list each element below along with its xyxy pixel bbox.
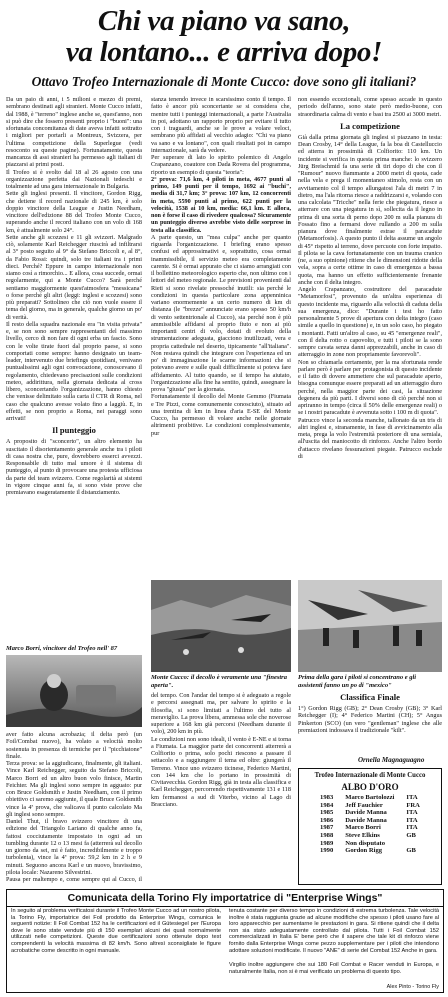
paragraph: A parte questo, un "mea culpa" anche per quanto riguarda l'organizzazione. I briefing erano spesso confusi ed approssimativi e, soprattutto, cosa ormai inammissibile, il servizio meteo era completamente carente. Si è ormai appurato che ci siamo arrangiati con il bollettino meteorologico esperto che, non ultimo con i lettori del meteo regionale. Le previsioni provenienti dal Rieti si sono rivelate pressoché inutili: sia perché le condizioni in questa particolare zona appenninica variano enormemente a un certo numero di km di distanza (le "brezze" annunciate erano spesso 50 km/h di vento settentrionale al Cucco), sia perché non è più ammissibile affidarsi al proprio fiuto e non ai più importanti centri di volo, dotati di evoluto della strumentazione adeguata, giacciono inutilizzati, vera e propria cattedrale nel deserto, tipicamente "all'italiana". Non restava quindi che integrare con l'esperienza ed un po' di immaginazione le scarne informazioni che si potevano avere e sulle quali difficilmente si poteva fare affidamento. Al tutto quando, se il tempo ha aiutato, l'organizzazione alla fine ha sentito, quindi, assegnare la prova "giusta" per la giornata. (151, 233, 291, 393)
paragraph: Pausa per maltempo e, come sempre qui al Cucco, il (6, 876, 142, 883)
paragraph: del tempo. Con l'andar del tempo si è adeguato a regole e percorsi assegnati ma, per salvare lo spirito e la filosofia, si sono limitati a l'ultimo del tutto al meraviglio. La prova libera, ammessa sole che noverose superiore a 168 km già percorsi (Needham durante il volo), 200 km in più. (151, 692, 291, 736)
albo-nat: ITA (406, 824, 418, 832)
photo-caption-gara: Prima della gara i piloti si concentrano e gli assistenti fanno un po di "mexico" (298, 674, 417, 689)
albo-year: 1989 (320, 839, 334, 847)
albo-doro-box (298, 768, 442, 885)
albo-row (314, 817, 426, 825)
paragraph: Angelo Crapanzano, costruttore del paracadute "Metamorfosi", provenuto da un'altra esperienza di questo incidente ma, riguardo alla velocità di caduta della sua emergenza, dice: "Durante i test ho fatto personalmente 5 prove di apertura con delta integro (caso simile a quello in questione) e, in un solo caso, ho piegato i montanti. Fatti un'altro al caso, su 45 "emergenze reali", con il delta rotto o capovolto, e tutti i piloti se la sono sempre cavata senza danni apprezzabili, anche in caso di atterraggio in zone non propriamente favorevoli". (298, 286, 442, 359)
albo-name: Marco Borri (345, 824, 381, 832)
paragraph: Sette anche gli scozzesi e 11 gli svizzeri. Malgrado ciò, solamente Karl Reichegger riuscirà ad infiltrarsi al 3° posto seguito al 9° da Stefano Briccoli e, al 8°, da Fabio Rossi: quindi, solo tre italiani tra i primi dieci. Perché? Eppure in campo internazionale non siamo così a rimorchio... E allora, cosa succede, ormai regolarmente, qui a Monte Cucco? Sarà perché sentiamo maggiormente quest'atmosfera "messicana" o forse perché gli altri (leggi: inglesi e scozzesi) sono più preparati? Sottolineo che ciò non vuole essere il tema del giorno, ma in generale, qualche giorno un po' di verità. (6, 233, 142, 321)
albo-name: Jeff Fauchier (345, 801, 383, 809)
paragraph: 2° prova: 71,6 km, 4 piloti in meta, 4677 punti al primo, 149 punti per il tempo, 1692 ai "buchi", media di 31,7 km; 3° prova: 107 km, 12 concorrenti in meta, 5590 punti al primo, 622 punti per la velocità, 1538 ai 10 km, media: 66,1 km. E allora, non è forse il caso di rivedere qualcosa? Sicuramente un punteggio diverso avrebbe visto delle sorprese in testa alla classifica. (151, 175, 291, 234)
classifica-finale (298, 692, 442, 744)
author-signature: Ornella Magnaguagno (358, 756, 425, 764)
albo-name: Davide Manna (345, 809, 387, 817)
torino-fly-communique (6, 889, 444, 993)
albo-nat: FRA (406, 801, 420, 809)
classifica-heading: Classifica Finale (340, 692, 400, 702)
paragraph: stanza tenendo invece in scarsissimo conto il tempo. Il fatto è ancor più sconcertante se si considera che, mentre tutti i punteggi internazionali, a parte l'Australia in poi, adottano un rapporto proprio per evitare il tutto con i traguardi, anche se le prove a volare veloci, sembrano più affidati al vecchio adagio: "Chi va piano va sano e va lontano", con quali risultati poi in campo internazionale, sarà da vedere. (151, 96, 291, 154)
paragraph: Le condizioni non sono ideali, il vento è E-NE e si torna a Fiumata. La maggior parte dei concorrenti atterrerà a Colfiorito o prima, solo pochi riescono a passare il settacolo e a raggiungere il tema ed oltre: giungerà il Terreno. Vince uno svizzero ticinese, Federico Martini, con 144 km che lo portano in prossimità di Civitavecchia. Gordon Rigg, già in testa alla classifica e Karl Reichegger, percorrendo rispettivamente 131 e 118 km fermanosi a sud di Viterbo, vicino al Lago di Bracciano. (151, 735, 291, 808)
albo-name: Non disputato (345, 839, 385, 847)
albo-year: 1987 (320, 824, 334, 832)
albo-name: Davide Manna (345, 816, 387, 824)
title-line-2: va lontano... e arriva dopo! (65, 36, 383, 68)
paragraph: Sette gli inglesi presenti. Il vincitore, Gordon Rigg, che detiene il record nazionale di 245 km, è solo doppio vincitore della League e Justin Needham, vincitore dell'edizione 88 del Trofeo Monte Cucco, superando anche il record italiano con un volo di 168 km, è attualmente solo 24°. (6, 190, 142, 234)
albo-nat: GB (406, 831, 416, 839)
albo-name: Marco Bartolozzi (345, 794, 395, 801)
albo-name: Steve Elkins (345, 831, 380, 839)
albo-row (314, 832, 426, 840)
paragraph: Patrucco vince la seconda manche, tallonato da un tris di altri inglesi e, stranamente, in fase di avvicinamento alla meta, prega la volo l'estremità posteriore di una semiala, all'uscita del maniocotto di rinforzo. Anche l'altro bordo d'attacco rivelano fessurazioni piegate. Patrucco esclude di (298, 416, 442, 460)
paragraph: non essendo eccezionali, come spesso accade in questo periodo dell'anno, sono state però medio-buone, con straordinaria calma di vento e basi tra 2500 ai 3000 metri. (298, 96, 442, 118)
albo-table (314, 794, 426, 855)
albo-nat (400, 840, 426, 848)
paragraph: Già dalla prima giornata gli inglesi si piazzano in testa: Dean Crosby, 14° della League, fa la boa di Castelluccio ed atterra in prossimità di Colfiorito: 110 km. Un incidente si verifica in questa prima manche: lo svizzero Jürg Breischmid fa una serie di tiri dopo di che con il "Rumour" nuovo fiammante a 2000 metri di quota, cade nella vela e prega il momentaneo stimolo, resta con un avvitamento col il tempo allungatosi l'ala di metri 7 in dietro, ma l'ala ritorna riesce a raddrizzarsi e, volando con una calcolata "Tricche" nella ferie che piegatura, riesce a atterrare con una piegatura in sì, sollecita da il legno in prima di una sorta di perno dopo 200 m sulla pianura di Fossato fino a fermarsi dove rullando a 200 m sulla pianura dove finalmente estrae il paracadute (Metamorfosis). A questo punto il delta assume un angolo di 45° rispetto al terreno, dove percuote con forte impatto. Il pilota se la cava fortunatamente con un trauma cranico (ne, a suo opinione) ritiene che le dimensioni ridotte della vela, sopra a certe ottime in caso di emergenza a bassa quota, ma hanno un effetto sufficientemente frenante anche con il delta integro. (298, 133, 442, 286)
paragraph: Daniel Thut, il bravo svizzero vincitore di una edizione del Triangolo Lariano di qualche anno fa, fattosi cocciutamente impostato in ogni ad un tumbling durante 12 o 13 mesi fa (atterrerà sul decollo un giorno da sei, mi è fatto, incredibilmente e troppo turbolenta), vince la 4ª prova: 59,2 km in 2 h e 9 minuti. Seguono ancora Karl e un nuovo, bravissimo, pilota locale: Nazareno Silvestrini. (6, 818, 142, 876)
article-subtitle: Ottavo Trofeo Internazionale di Monte Cucco: dove sono gli italiani? (31, 74, 417, 89)
column-1-top (6, 96, 142, 639)
paragraph: A proposito di "sconcerto", un altro elemento ha suscitato il disorientamento generale anche tra i piloti di casa nostra che, pure, dovrebbero esserci avvezzi. Responsabile di tutto mal umore è il sistema di punteggio, al punto di provocare una protesta ufficiosa da parte del team svizzero. Come regolarità ai sistemi in vigore cinque anni fa, si sono viste prove che premiavano esageratamente il distanziamento. (6, 438, 142, 496)
photo-piloti-assistenti (298, 580, 442, 672)
albo-row (314, 802, 426, 810)
photo-marco-borri (6, 655, 142, 727)
albo-title: ALBO D'ORO (341, 782, 399, 792)
albo-nat: GB (406, 847, 416, 855)
communique-left: In seguito al problema verificatosi durante il Trofeo Monte Cucco ad un nostro pilota, la Torino Fly, importatrice dei Foil prodotto da Enterprise Wings, comunica le seguenti notizie: Il Foil Combat 152 ha le certificazioni ed il Gütesiegel per l'Europa dove le sono state vendute più di 150 esemplari alcuni dei quali normalmente utilizzati nelle competizioni. Queste due certificazioni sono ottenute dopo test comprendenti la velocità massima di 82 km/h. Sono altresì sconsigliate le figure acrobatiche come descritto in ogni manuale. (11, 908, 221, 954)
article-title (0, 6, 448, 68)
albo-year: 1985 (320, 809, 334, 817)
albo-year: 1990 (320, 847, 334, 855)
communique-right: Virgilio inoltre aggiungere che sui 180 Foil Combat e Racer venduti in Europa, e naturalmente Italia, non si è mai verificato un problema di questo tipo. (229, 962, 439, 975)
albo-nat: ITA (406, 816, 418, 824)
section-heading-competizione: La competizione (340, 120, 400, 131)
albo-nat: ITA (406, 809, 418, 817)
albo-row (314, 840, 426, 848)
communique-signature: Alex Pinto - Torino Fly (386, 984, 439, 990)
albo-year: 1983 (320, 794, 334, 801)
column-3-top (298, 96, 442, 639)
column-2-top (151, 96, 291, 639)
photo-caption-decollo: Monte Cucco: il decollo è veramente una "finestra aperta". (151, 674, 287, 689)
section-heading-punteggio: Il punteggio (52, 425, 96, 436)
paragraph: Il Trofeo si è svolto dal 18 al 26 agosto con una organizzazione perfetta dai Nazionali tedeschi e totalmente ad una gara internazionale in Bulgaria. (6, 168, 142, 190)
paragraph: Fortunatamente il decollo del Monte Gemmo (Fiumata e Tre Pizzi, come comunemente conosciuto), situato ad una trentina di km in linea d'aria E-SE del Monte Cucco, ha permesso di volare anche nelle giornate altrimenti proibitive. Le condizioni complessivamente, pur (151, 393, 291, 437)
communique-middle: tenuta costante per diverso tempo in condizioni di estrema turbolenza. Tale velocità inoltre è stata raggiunta grazie ad alcune modifiche che spesso i piloti usano fare al loro apparecchio per aumentarne le prestazioni in gara. Si ritiene quindi che il delta non sia stato adeguatamente controllato dal pilota. Tutti i Foil Combat 152 commercializzati in Italia E' bene però che il sapere che tale kit di rinforzo viene fornito dalla Enterprise Wings come pezzo supplementare per i piloti che intendono adottare soluzioni modificate. Il nuovo "ANE" di serie del Combat 152 Anche in gara. (229, 908, 439, 954)
paragraph: Non so chiamarla certamente, per la ma sfortunata rende parlare però è parlare per protagonista di questo incidente e il fatto di dovere ammettere che sul paracadute aperto, bisogna comunque essere preparati ad un atterraggio duro perché, nella maggior parte dei casi, la situazione degenera da più parti. I diversi sono di ciò perché non si apriranno in tempo (circa il 50% delle emergenze reali) o se i nostri paracadute è avvenuta sotto i 100 m di quota". (298, 358, 442, 417)
communique-heading: Comunicata della Torino Fly importatrice di "Enterprise Wings" (7, 890, 443, 907)
title-line-1: Chi va piano va sano, (97, 5, 351, 37)
albo-row (314, 824, 426, 832)
albo-year: 1984 (320, 801, 334, 809)
column-1-bottom (6, 731, 142, 883)
paragraph: Il resto della squadra nazionale era "in visita privata" e, se non sono sempre rappresentanti del massimo livello, cerco di non fare di ogni erba un fascio. Sono con le volte tirate fuori dal proprio paese, si sono comportati come sempre: hanno designato un team-leader, intervenuto due briefings quotidiani, venivano puntualissimi agli ogni convocazione, conoscevano il regolamento, chiedevano precisazioni sulle condizioni meteo, addirittura, nella giornata dedicata al cross libero, sconcertando l'organizzazione, hanno chiesto che venisse delimitato sulla carta il CTR di Roma, nel caso che qualcuno avesse volato fino a laggiù. E, in effetti, se non proprio a Roma, nei paraggi sono arrivati! (6, 320, 142, 422)
albo-row (314, 794, 426, 802)
photo-caption-borri: Marco Borri, vincitore del Trofeo nell' 87 (6, 645, 118, 652)
albo-year: 1988 (320, 831, 334, 839)
classifica-text: 1°) Gordon Rigg (GB); 2° Dean Crosby (GB); 3° Karl Reichegger (I); 4° Federico Martini (CH); 5° Angus Pinkerton (SCO) (un vero "gentleman" inglese che alle premiazioni indossava il tradizionale "kilt". (298, 705, 442, 734)
albo-year: 1986 (320, 816, 334, 824)
paragraph: aver fatto alcuna acrobazia; il delta però (un Foil/Combat nuovo), ha volato a velocità molto sostenuta in presenza di termiche per il "picchiatone" finale. (6, 731, 142, 760)
albo-heading: Trofeo Internazionale di Monte Cucco (314, 772, 426, 779)
albo-row (314, 847, 426, 855)
albo-nat: ITA (406, 794, 418, 801)
photo-monte-cucco-decollo (151, 580, 291, 672)
paragraph: Per superare di lato lo spirito polemico di Angelo Crapanzano, coautore con Dada Rovera del programma, riporto un esempio di questa "teoria": (151, 154, 291, 176)
paragraph: Terza prova: se la aggiudicano, finalmente, gli italiani. Vince Karl Reichegger, seguito da Stefano Briccoli, Marco Borri ed un altro buon volo finisce, Martin Feichter. Ma gli inglesi sono sempre in agguato: pur con Bruce Goldsmith e Justin Needham, con il primo obiettivo ci saremo aggiunte, il quale Bruce Goldsmith vince la 4ª prova, che valicava il punto calcolato Ma gli inglesi sono sempre. (6, 760, 142, 818)
albo-name: Gordon Rigg (345, 847, 383, 855)
albo-row (314, 809, 426, 817)
column-2-bottom (151, 692, 291, 884)
paragraph: Da un paio di anni, i 5 milioni e mezzo di premi, sembrano destinati agli stranieri. Monte Cucco infatti, dal 1988, è "terreno" inglese anche se, quest'anno, non si può dire che fossero presenti proprio i "buoni": una sfortunata concomitanza di date aveva infatti sottratto i migliori per portarli a Montreux, Svizzera, per l'ultima competizione della Superlegue (vedi resoconto su queste pagine). Fortunatamente, questa mancanza di assi stranieri ha permesso agli italiani di piazzarsi ai primi posti. (6, 96, 142, 169)
